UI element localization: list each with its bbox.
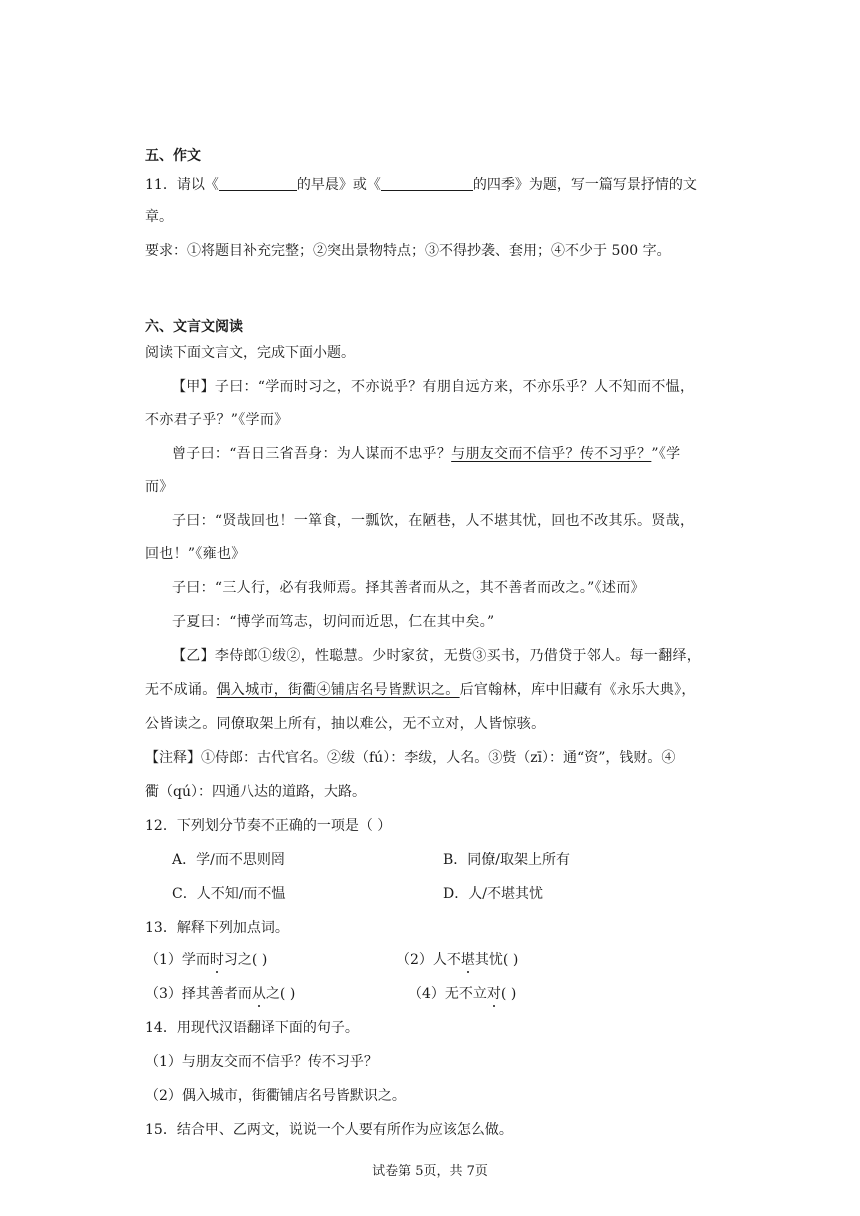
jia2-pre: 曾子曰：“吾日三省吾身：为人谋而不忠乎？ <box>172 446 452 462</box>
question-14: 14．用现代汉语翻译下面的句子。 <box>145 1020 359 1036</box>
jia-passage-2b: 而》 <box>145 479 174 495</box>
yi-passage-3: 公皆读之。同僚取架上所有，抽以难公，无不立对，人皆惊骇。 <box>145 716 546 732</box>
q13-2-dotted-word: 堪 <box>460 952 475 968</box>
q11-text-c: 的四季》为题，写一篇写景抒情的文 <box>472 177 697 193</box>
q11-blank-2[interactable] <box>381 176 473 191</box>
annotation-2: 衢（qú）：四通八达的道路，大路。 <box>145 784 366 800</box>
q11-continuation: 章。 <box>145 209 173 225</box>
jia2-post: ”《学 <box>651 446 681 462</box>
jia-passage-1a: 【甲】子曰：“学而时习之，不亦说乎？有朋自远方来，不亦乐乎？人不知而不愠， <box>172 379 695 395</box>
section-5-heading: 五、作文 <box>145 148 201 164</box>
jia-passage-5: 子夏曰：“博学而笃志，切问而近思，仁在其中矣。” <box>172 614 495 630</box>
question-13: 13．解释下列加点词。 <box>145 920 289 936</box>
q13-1-pre: （1）学而 <box>145 952 210 968</box>
q13-item-3 <box>145 984 295 1004</box>
q12-option-b[interactable]: B．同僚/取架上所有 <box>443 852 571 868</box>
q14-sentence-1: （1）与朋友交而不信乎？传不习乎？ <box>145 1054 378 1070</box>
reading-intro: 阅读下面文言文，完成下面小题。 <box>145 345 355 361</box>
q11-text-a: 11．请以《 <box>145 177 219 193</box>
q13-1-dotted-word: 时 <box>209 952 224 968</box>
q12-option-d[interactable]: D．人/不堪其忧 <box>443 886 543 902</box>
q13-2-post: 其忧( ) <box>474 952 519 968</box>
q11-text-b: 的早晨》或《 <box>296 177 381 193</box>
annotation-1: 【注释】①侍郎：古代官名。②绂（fú）：李绂，人名。③赀（zī）：通“资”，钱财。④ <box>145 750 676 766</box>
q13-3-pre: （3）择其善者而 <box>145 986 252 1002</box>
page-footer: 试卷第 5页，共 7页 <box>372 1164 488 1179</box>
question-12: 12．下列划分节奏不正确的一项是（ ） <box>145 818 392 834</box>
q11-requirements: 要求：①将题目补充完整；②突出景物特点；③不得抄袭、套用；④不少于 500 字。 <box>145 243 671 259</box>
q13-3-dotted-word: 从 <box>251 986 266 1002</box>
q12-option-c[interactable]: C．人不知/而不愠 <box>172 886 286 902</box>
q13-4-dotted-word: 对 <box>486 986 501 1002</box>
jia-passage-2a <box>172 444 680 464</box>
q12-option-a[interactable]: A．学/而不思则罔 <box>172 852 285 868</box>
q13-1-post: 习之( ) <box>223 952 268 968</box>
jia-passage-3b: 回也！”《雍也》 <box>145 546 246 562</box>
q13-item-4 <box>408 984 516 1004</box>
section-6-heading: 六、文言文阅读 <box>145 319 243 335</box>
yi-passage-1: 【乙】李侍郎①绂②，性聪慧。少时家贫，无赀③买书，乃借贷于邻人。每一翻绎， <box>172 648 702 664</box>
q13-4-pre: （4）无不立 <box>408 986 487 1002</box>
jia-passage-1b: 不亦君子乎？”《学而》 <box>145 412 289 428</box>
jia-passage-4: 子曰：“三人行，必有我师焉。择其善者而从之，其不善者而改之。”《述而》 <box>172 580 645 596</box>
yi2-post: 后官翰林，库中旧藏有《永乐大典》， <box>459 682 696 698</box>
q13-3-post: 之( ) <box>265 986 296 1002</box>
q13-2-pre: （2）人不 <box>396 952 461 968</box>
q13-item-2 <box>396 950 518 970</box>
yi-passage-2 <box>145 680 696 700</box>
jia2-underlined: 与朋友交而不信乎？传不习乎？ <box>451 446 652 462</box>
yi2-underlined: 偶入城市，街衢④铺店名号皆默识之。 <box>216 682 460 698</box>
jia-passage-3a: 子曰：“贤哉回也！一箪食，一瓢饮，在陋巷，人不堪其忧，回也不改其乐。贤哉， <box>172 513 695 529</box>
yi2-pre: 无不成诵。 <box>145 682 217 698</box>
question-15: 15．结合甲、乙两文，说说一个人要有所作为应该怎么做。 <box>145 1122 513 1138</box>
q14-sentence-2: （2）偶入城市，街衢铺店名号皆默识之。 <box>145 1088 406 1104</box>
q13-4-post: ( ) <box>500 986 517 1002</box>
q13-item-1 <box>145 950 267 970</box>
question-11 <box>145 175 697 195</box>
q11-blank-1[interactable] <box>219 176 297 191</box>
